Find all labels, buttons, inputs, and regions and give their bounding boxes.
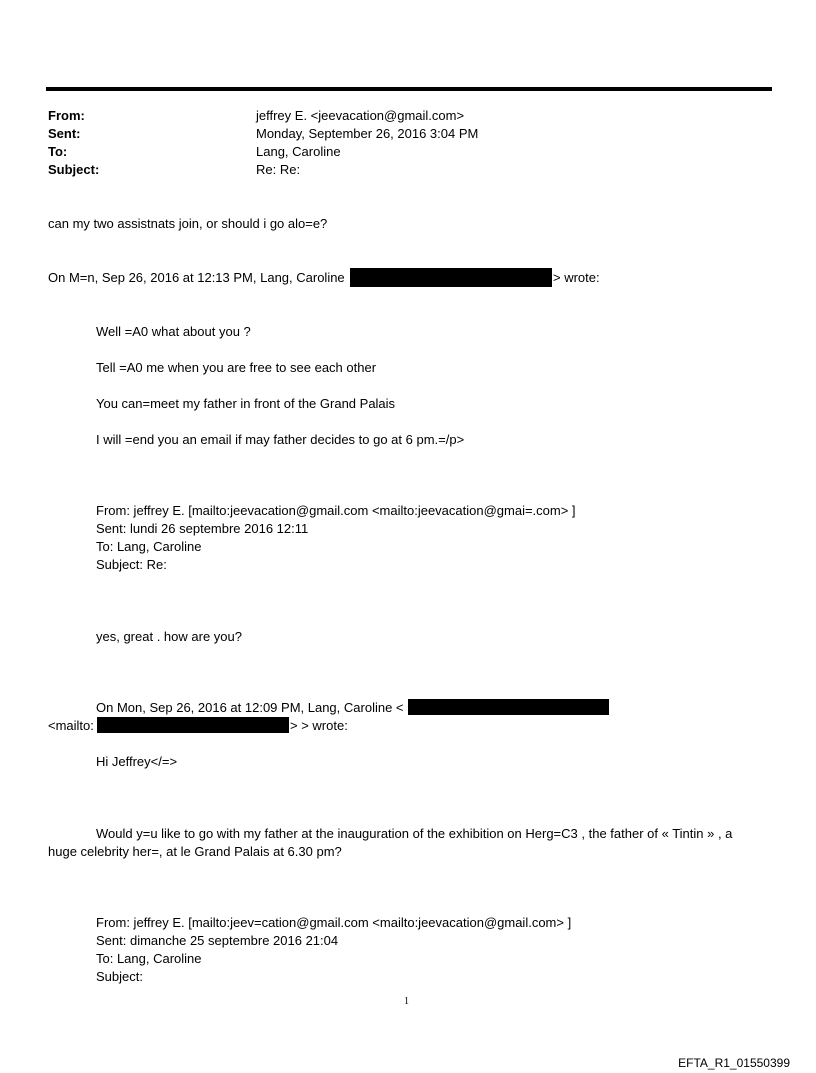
subject-value: Re: Re: — [256, 162, 301, 177]
quoted-paragraph: You can=meet my father in front of the Grand Palais — [96, 396, 396, 411]
quote-header-2-end: > > wrote: — [290, 718, 348, 733]
sent-label: Sent: — [48, 126, 81, 141]
invite-line: Would y=u like to go with my father at the inauguration of the exhibition on Herg=C3 , the father of « Tintin » , a — [96, 826, 733, 841]
quoted-paragraph: Tell =A0 me when you are free to see each other — [96, 360, 377, 375]
forward-from: From: jeffrey E. [mailto:jeevacation@gmail.com <mailto:jeevacation@gmai=.com> ] — [96, 503, 576, 518]
reply-line: yes, great . how are you? — [96, 629, 242, 644]
sent-value: Monday, September 26, 2016 3:04 PM — [256, 126, 479, 141]
from-label: From: — [48, 108, 85, 123]
page-number: 1 — [404, 996, 409, 1007]
header-rule — [46, 87, 772, 91]
message-line: can my two assistnats join, or should i go alo=e? — [48, 216, 328, 231]
forward-subject: Subject: — [96, 969, 143, 984]
forward-subject: Subject: Re: — [96, 557, 167, 572]
to-value: Lang, Caroline — [256, 144, 341, 159]
quoted-paragraph: Well =A0 what about you ? — [96, 324, 251, 339]
redaction-box — [408, 699, 609, 715]
from-value: jeffrey E. <jeevacation@gmail.com> — [256, 108, 465, 123]
redaction-box — [350, 268, 552, 287]
to-label: To: — [48, 144, 68, 159]
subject-label: Subject: — [48, 162, 100, 177]
invite-line: huge celebrity her=, at le Grand Palais at 6.30 pm? — [48, 844, 342, 859]
quote-header-1-end: > wrote: — [553, 270, 600, 285]
forward-sent: Sent: lundi 26 septembre 2016 12:11 — [96, 521, 309, 536]
greeting-line: Hi Jeffrey</=> — [96, 754, 178, 769]
quote-header-2: On Mon, Sep 26, 2016 at 12:09 PM, Lang, Caroline < — [96, 700, 404, 715]
forward-to: To: Lang, Caroline — [96, 539, 202, 554]
document-id: EFTA_R1_01550399 — [678, 1056, 790, 1070]
forward-sent: Sent: dimanche 25 septembre 2016 21:04 — [96, 933, 339, 948]
forward-from: From: jeffrey E. [mailto:jeev=cation@gmail.com <mailto:jeevacation@gmail.com> ] — [96, 915, 572, 930]
quote-header-1: On M=n, Sep 26, 2016 at 12:13 PM, Lang, Caroline — [48, 270, 345, 285]
quote-header-2-mailto: <mailto: — [48, 718, 94, 733]
forward-to: To: Lang, Caroline — [96, 951, 202, 966]
redaction-box — [97, 717, 289, 733]
quoted-paragraph: I will =end you an email if may father decides to go at 6 pm.=/p> — [96, 432, 465, 447]
